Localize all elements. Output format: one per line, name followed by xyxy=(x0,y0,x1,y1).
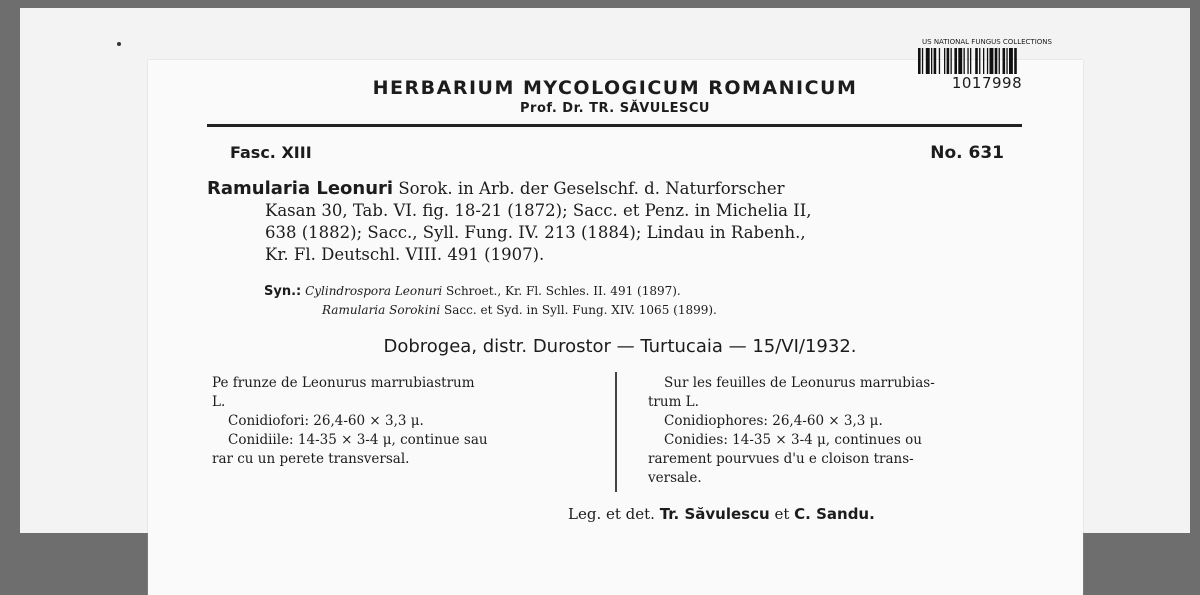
fr-conidiophores: Conidiophores: 26,4-60 × 3,3 μ. xyxy=(664,413,883,429)
synonym-row-1 xyxy=(264,282,964,301)
fr-conidia-3: versale. xyxy=(648,470,702,486)
synonyms xyxy=(264,282,964,319)
synonym-2-name: Ramularia Sorokini xyxy=(322,303,441,317)
citation-line-2: Kasan 30, Tab. VI. fig. 18-21 (1872); Sacc. et Penz. in Michelia II, xyxy=(265,201,812,220)
ro-host-1: Pe frunze de Leonurus marrubiastrum xyxy=(212,375,475,391)
legit-conj: et xyxy=(774,505,790,523)
herbarium-subtitle: Prof. Dr. TR. SĂVULESCU xyxy=(520,101,710,116)
header-rule xyxy=(207,124,1022,127)
ro-host-2: L. xyxy=(212,394,226,410)
collector-1: Tr. Săvulescu xyxy=(659,505,770,523)
ro-conidia-1: Conidiile: 14-35 × 3-4 μ, continue sau xyxy=(228,432,488,448)
synonym-row-2 xyxy=(264,301,964,319)
synonym-2-ref: Sacc. et Syd. in Syll. Fung. XIV. 1065 (1899). xyxy=(444,303,717,317)
herbarium-title: HERBARIUM MYCOLOGICUM ROMANICUM xyxy=(372,77,858,99)
barcode-institution: US NATIONAL FUNGUS COLLECTIONS xyxy=(922,38,1052,46)
species-citation xyxy=(207,178,1027,266)
synonym-1-name: Cylindrospora Leonuri xyxy=(305,284,443,298)
species-name: Ramularia Leonuri xyxy=(207,178,394,199)
legit-line xyxy=(568,505,875,523)
ro-conidia-2: rar cu un perete transversal. xyxy=(212,451,410,467)
citation-line-4: Kr. Fl. Deutschl. VIII. 491 (1907). xyxy=(265,245,545,264)
locality: Dobrogea, distr. Durostor — Turtucaia — 15/VI/1932. xyxy=(383,336,857,357)
synonym-label: Syn.: xyxy=(264,284,302,299)
fr-conidia-2: rarement pourvues d'u e cloison trans- xyxy=(648,451,914,467)
synonym-1-ref: Schroet., Kr. Fl. Schles. II. 491 (1897). xyxy=(446,284,681,298)
legit-prefix: Leg. et det. xyxy=(568,505,655,523)
romanian-description xyxy=(212,374,597,469)
barcode-icon xyxy=(916,48,1058,74)
citation-text-1: Sorok. in Arb. der Geselschf. d. Naturforscher xyxy=(398,179,785,198)
fr-host-2: trum L. xyxy=(648,394,699,410)
ro-conidiophores: Conidiofori: 26,4-60 × 3,3 μ. xyxy=(228,413,424,429)
citation-line-1 xyxy=(207,178,1027,200)
citation-line-3: 638 (1882); Sacc., Syll. Fung. IV. 213 (1884); Lindau in Rabenh., xyxy=(265,223,806,242)
french-description xyxy=(648,374,1033,488)
ink-spot xyxy=(117,42,121,46)
fascicle-label: Fasc. XIII xyxy=(230,143,312,162)
barcode-number: 1017998 xyxy=(951,74,1023,92)
collector-2: C. Sandu. xyxy=(794,505,875,523)
specimen-number: No. 631 xyxy=(930,143,1004,163)
fr-conidia-1: Conidies: 14-35 × 3-4 μ, continues ou xyxy=(664,432,922,448)
fr-host-1: Sur les feuilles de Leonurus marrubias- xyxy=(664,375,935,391)
column-divider xyxy=(615,372,617,492)
